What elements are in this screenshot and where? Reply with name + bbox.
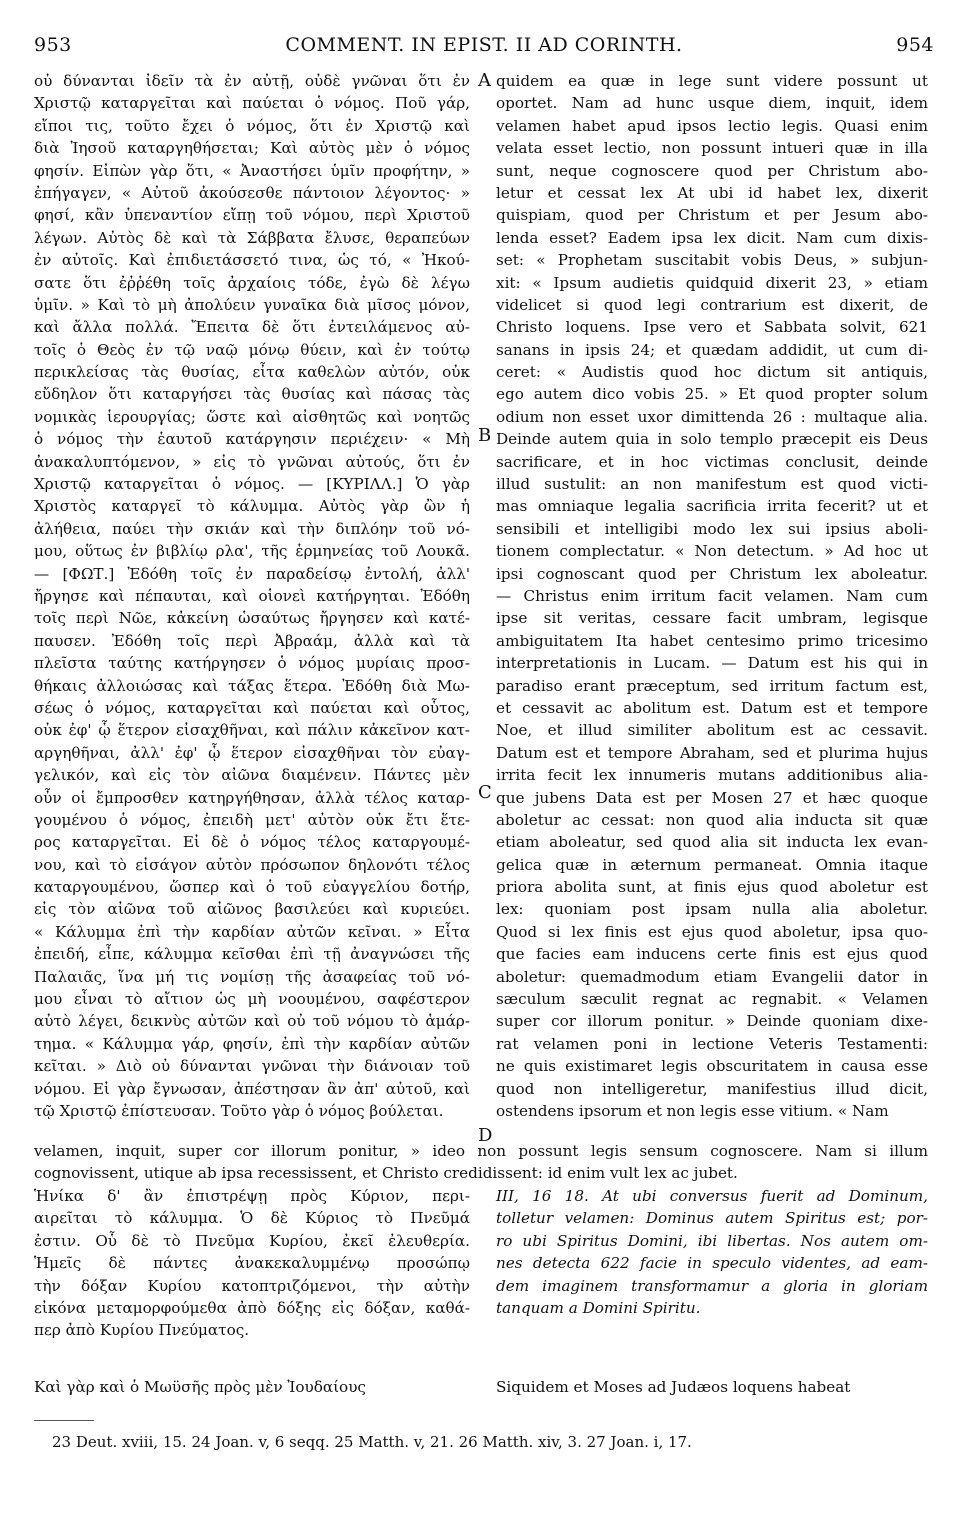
text-line: tolletur velamen: Dominus autem Spiritus est; por- xyxy=(496,1209,928,1228)
text-line: videlicet si quod legi contrarium est dixerit, de xyxy=(496,295,928,314)
text-line: dem imaginem transformamur a gloria in gloriam xyxy=(496,1276,928,1295)
text-line: ἐπήγαγεν, « Αὐτοῦ ἀκούσεσθε πάντοιον λέγοντος· » xyxy=(34,183,470,202)
text-line: ἐστιν. Οὗ δὲ τὸ Πνεῦμα Κυρίου, ἐκεῖ ἐλευθερία. xyxy=(34,1231,470,1250)
text-line: et cessavit ac abolitum est. Datum est et tempore xyxy=(496,698,928,717)
text-line: εἰς τὸν αἰῶνα τοῦ αἰῶνος βασιλεύει καὶ κυριεύει. xyxy=(34,900,470,919)
text-line: τημα. « Κάλυμμα γάρ, φησίν, ἐπὶ τὴν καρδίαν αὐτῶν xyxy=(34,1034,470,1053)
text-line: οὐ δύνανται ἰδεῖν τὰ ἐν αὐτῇ, οὐδὲ γνῶναι ὅτι ἐν xyxy=(34,72,470,90)
text-line: velamen habet apud ipsos lectio legis. Quasi enim xyxy=(496,116,928,135)
text-line: καταργουμένου, ὥσπερ καὶ ὁ τοῦ εὐαγγελίου δοτήρ, xyxy=(34,878,470,897)
greek-column-top xyxy=(34,70,470,1122)
text-line: cognovissent, utique ab ipsa recessissent, et Christo credidissent: id enim vult lex ac jubet. xyxy=(34,1164,738,1183)
text-line: xit: « Ipsum audietis quidquid dixerit 23, » etiam xyxy=(496,273,928,292)
text-line: ipse sit veritas, cessare facit umbram, legisque xyxy=(496,609,928,628)
text-line: ro ubi Spiritus Domini, ibi libertas. Nos autem om- xyxy=(496,1231,928,1250)
text-line: Quod si lex finis est ejus quod aboletur, ipsa quo- xyxy=(496,922,928,941)
text-line: lex: quoniam post ipsam nulla alia aboletur. xyxy=(496,900,928,919)
text-line: φησίν. Εἰπὼν γὰρ ὅτι, « Ἀναστήσει ὑμῖν προφήτην, » xyxy=(34,161,470,180)
latin-column-top xyxy=(496,70,928,1122)
text-line: Χριστῷ καταργεῖται ὁ νόμος. — [ΚΥΡΙΛΛ.] Ὁ γὰρ xyxy=(34,475,470,494)
text-line: σατε ὅτι ἐῤῥέθη τοῖς ἀρχαίοις τόδε, ἐγὼ δὲ λέγω xyxy=(34,273,470,292)
text-line: διὰ Ἰησοῦ καταργηθήσεται; Καὶ αὐτὸς μὲν ὁ νόμος xyxy=(34,139,470,158)
text-line: ambiguitatem Ita habet centesimo primo tricesimo xyxy=(496,631,928,650)
text-line: paradiso erant præceptum, sed irritum factum est, xyxy=(496,676,928,695)
text-line: γελικόν, καὶ εἰς τὸν αἰῶνα διαμένειν. Πάντες μὲν xyxy=(34,766,470,785)
text-line: set: « Prophetam suscitabit vobis Deus, » subjun- xyxy=(496,251,928,270)
text-line: θήκαις ἀλλοιώσας καὶ τάξας ἕτερα. Ἐδόθη διὰ Μω- xyxy=(34,676,470,695)
text-line: λέγων. Αὐτὸς δὲ καὶ τὰ Σάββατα ἔλυσε, θεραπεύων xyxy=(34,228,470,247)
text-line: ostendens ipsorum et non legis esse vitium. « Nam xyxy=(496,1101,889,1120)
text-line: αιρεῖται τὸ κάλυμμα. Ὁ δὲ Κύριος τὸ Πνεῦμά xyxy=(34,1209,470,1228)
text-line: illud sustulit: an non manifestum est quod victi- xyxy=(496,475,928,494)
text-line: velata esset lectio, non possunt intueri quæ in illa xyxy=(496,139,928,158)
text-line: rat velamen poni in lectione Veteris Testamenti: xyxy=(496,1034,928,1053)
text-line: ἐπειδή, εἶπε, κάλυμμα κεῖσθαι ἐπὶ τῇ ἀναγνώσει τῆς xyxy=(34,945,470,964)
text-line: τοῖς ὁ Θεὸς ἐν τῷ ναῷ μόνῳ θύειν, καὶ ἐν τούτῳ xyxy=(34,340,470,359)
text-line: irrita fecit lex innumeris mutans additionibus alia- xyxy=(496,766,928,785)
text-line: Καὶ γὰρ καὶ ὁ Μωϋσῆς πρὸς μὲν Ἰουδαίους xyxy=(34,1378,366,1396)
text-line: μου εἶναι τὸ αἴτιον ὡς μὴ νοουμένου, σαφέστερον xyxy=(34,990,470,1009)
text-line: interpretationis in Lucam. — Datum est his qui in xyxy=(496,654,928,673)
text-line: εἴποι τις, τοῦτο ἔχει ὁ νόμος, ὅτι ἐν Χριστῷ καὶ xyxy=(34,116,470,135)
text-line: μου, οὕτως ἐν βιβλίῳ ρλα', τῆς ἑρμηνείας τοῦ Λουκᾶ. xyxy=(34,542,470,561)
text-line: περ ἀπὸ Κυρίου Πνεύματος. xyxy=(34,1321,250,1340)
text-line: Ἡμεῖς δὲ πάντες ἀνακεκαλυμμένῳ προσώπῳ xyxy=(34,1254,470,1273)
text-line: quidem ea quæ in lege sunt videre possunt ut xyxy=(496,72,928,90)
text-line: τοῖς περὶ Νῶε, κἀκείνη ὡσαύτως ἤργησεν καὶ κατέ- xyxy=(34,609,470,628)
text-line: αὐτὸ λέγει, δεικνὺς αὐτῶν καὶ οὐ τοῦ νόμου τὸ ἁμάρ- xyxy=(34,1012,470,1031)
text-line: priora abolita sunt, at finis ejus quod aboletur est xyxy=(496,878,928,897)
latin-scripture-quote xyxy=(496,1185,928,1319)
text-line: ὑμῖν. » Καὶ τὸ μὴ ἀπολύειν γυναῖκα διὰ μῖσος μόνον, xyxy=(34,295,470,314)
text-line: tanquam a Domini Spiritu. xyxy=(496,1298,701,1317)
text-line: sensibili et intelligibi modo lex sui ipsius aboli- xyxy=(496,519,928,538)
text-line: III, 16 18. At ubi conversus fuerit ad Dominum, xyxy=(496,1187,928,1205)
text-line: αργηθῆναι, ἀλλ' ἐφ' ᾧ ἕτερον εἰσαχθῆναι τὸν εὐαγ- xyxy=(34,743,470,762)
text-line: παυσεν. Ἐδόθη τοῖς περὶ Ἀβραάμ, ἀλλὰ καὶ τὰ xyxy=(34,631,470,650)
text-line: Χριστῷ καταργεῖται καὶ παύεται ὁ νόμος. Ποῦ γάρ, xyxy=(34,94,470,113)
page-number-right: 954 xyxy=(896,34,934,56)
section-marker-a: A xyxy=(478,70,491,91)
text-line: Deinde autem quia in solo templo præcepit eis Deus xyxy=(496,430,928,449)
footnote-divider xyxy=(34,1420,94,1421)
text-line: Ἡνίκα δ' ἂν ἐπιστρέψῃ πρὸς Κύριον, περι- xyxy=(34,1187,470,1205)
text-line: ἀνακαλυπτόμενον, » εἰς τὸ γνῶναι αὐτούς, ὅτι ἐν xyxy=(34,452,470,471)
page-header xyxy=(34,34,934,58)
section-marker-c: C xyxy=(478,782,492,803)
section-marker-b: B xyxy=(478,425,492,446)
text-line: ρος καταργεῖται. Εἰ δὲ ὁ νόμος τέλος καταργουμέ- xyxy=(34,833,470,852)
latin-column-last xyxy=(496,1376,928,1398)
text-line: aboletur: quemadmodum etiam Evangelii dator in xyxy=(496,967,928,986)
text-line: quispiam, quod per Christum et per Jesum abo- xyxy=(496,206,928,225)
text-line: Noe, et illud similiter abolitum est ac cessavit. xyxy=(496,721,928,740)
text-line: aboletur ac cessat: non quod alia inducta sit quæ xyxy=(496,810,928,829)
text-line: ἐν αὐτοῖς. Καὶ ἐπιδιετάσσετό τινα, ὡς τό, « Ἠκού- xyxy=(34,251,470,270)
text-line: que jubens Data est per Mosen 27 et hæc quoque xyxy=(496,788,928,807)
text-line: velamen, inquit, super cor illorum ponitur, » ideo non possunt legis sensum cognoscere. Nam si illum xyxy=(34,1142,928,1160)
text-line: σέως ὁ νόμος, καταργεῖται καὶ παύεται καὶ οὗτος, xyxy=(34,698,470,717)
text-line: sanans in ipsis 24; et quædam addidit, ut cum di- xyxy=(496,340,928,359)
greek-column-last xyxy=(34,1376,470,1398)
text-line: oportet. Nam ad hunc usque diem, inquit, idem xyxy=(496,94,928,113)
text-line: ἀλήθεια, παύει τὴν σκιάν καὶ τὴν διπλόην τοῦ νό- xyxy=(34,519,470,538)
running-title: COMMENT. IN EPIST. II AD CORINTH. xyxy=(285,34,683,56)
footnotes: 23 Deut. xviii, 15. 24 Joan. v, 6 seqq. 25 Matth. v, 21. 26 Matth. xiv, 3. 27 Joan. i, 17. xyxy=(52,1433,692,1451)
text-line: nes detecta 622 facie in speculo videntes, ad eam- xyxy=(496,1254,928,1273)
text-line: Datum est et tempore Abraham, sed et plurima hujus xyxy=(496,743,928,762)
text-line: τῷ Χριστῷ ἐπίστευσαν. Τοῦτο γὰρ ὁ νόμος βούλεται. xyxy=(34,1101,444,1120)
text-line: super cor illorum ponitur. » Deinde quoniam dixe- xyxy=(496,1012,928,1031)
text-line: mas omniaque legalia sacrificia irrita fecerit? ut et xyxy=(496,497,928,516)
text-line: tionem complectatur. « Non detectum. » Ad hoc ut xyxy=(496,542,928,561)
text-line: γουμένου ὁ νόμος, ἐπειδὴ μετ' αὐτὸν οὐκ ἔτι ἕτε- xyxy=(34,810,470,829)
text-line: καὶ ἄλλα πολλά. Ἔπειτα δὲ ὅτι ἐντειλάμενος αὐ- xyxy=(34,318,470,337)
text-line: κεῖται. » Διὸ οὐ δύνανται γνῶναι τὴν διάνοιαν τοῦ xyxy=(34,1057,470,1076)
text-line: οὖν οἱ ἔμπροσθεν κατηργήθησαν, ἀλλὰ τέλος καταρ- xyxy=(34,788,470,807)
text-line: sacrificare, et in hoc victimas conclusit, deinde xyxy=(496,452,928,471)
text-line: εἰκόνα μεταμορφούμεθα ἀπὸ δόξης εἰς δόξαν, καθά- xyxy=(34,1298,470,1317)
text-line: εὔδηλον ὅτι καταργήσει τὰς θυσίας καὶ πάσας τὰς xyxy=(34,385,470,404)
text-line: gelica quæ in æternum permaneat. Omnia itaque xyxy=(496,855,928,874)
text-line: ipsi cognoscant quod per Christum lex aboleatur. xyxy=(496,564,928,583)
text-line: ne quis existimaret legis obscuritatem in causa esse xyxy=(496,1057,928,1076)
text-line: τὴν δόξαν Κυρίου κατοπτριζόμενοι, τὴν αὐτὴν xyxy=(34,1276,470,1295)
text-line: — Christus enim irritum facit velamen. Nam cum xyxy=(496,586,928,605)
text-line: lenda esset? Eadem ipsa lex dicit. Nam cum dixis- xyxy=(496,228,928,247)
text-line: ceret: « Audistis quod hoc dictum sit antiquis, xyxy=(496,363,928,382)
text-line: letur et cessat lex At ubi id habet lex, dixerit xyxy=(496,183,928,202)
text-line: quod non intelligeretur, manifestius illud dicit, xyxy=(496,1079,928,1098)
text-line: Χριστὸς καταργεῖ τὸ κάλυμμα. Αὐτὸς γὰρ ὢν ἡ xyxy=(34,497,470,516)
greek-column-bottom xyxy=(34,1185,470,1342)
text-line: Παλαιᾶς, ἵνα μή τις νομίσῃ τῆς ἀσαφείας τοῦ νό- xyxy=(34,967,470,986)
text-line: Siquidem et Moses ad Judæos loquens habeat xyxy=(496,1378,851,1396)
text-line: περικλείσας τὰς θυσίας, εἶτα καθελὼν αὐτόν, οὐκ xyxy=(34,363,470,382)
text-line: νομικὰς ἱερουργίας; ὥστε καὶ αἰσθητῶς καὶ νοητῶς xyxy=(34,407,470,426)
text-line: ὁ νόμος τὴν ἑαυτοῦ κατάργησιν περιέχειν· « Μὴ xyxy=(34,430,470,449)
full-width-paragraph xyxy=(34,1140,928,1185)
text-line: sunt, neque cognoscere quod per Christum abo- xyxy=(496,161,928,180)
text-line: πλεῖστα ταύτης κατήργησεν ὁ νόμος μυρίαις προσ- xyxy=(34,654,470,673)
text-line: — [ΦΩΤ.] Ἐδόθη τοῖς ἐν παραδείσῳ ἐντολή, ἀλλ' xyxy=(34,564,470,583)
text-line: sæculum sæculit regnat ac regnabit. « Velamen xyxy=(496,990,928,1009)
text-line: Christo loquens. Ipse vero et Sabbata solvit, 621 xyxy=(496,318,928,337)
text-line: odium non esset uxor dimittenda 26 : multaque alia. xyxy=(496,407,928,426)
text-line: etiam aboleatur, sed quod alia sit inducta lex evan- xyxy=(496,833,928,852)
text-line: φησί, κἂν ὑπεναντίον εἴπῃ τοῦ νόμου, περὶ Χριστοῦ xyxy=(34,206,470,225)
section-marker-d: D xyxy=(478,1125,493,1146)
text-line: ἤργησε καὶ πέπαυται, καὶ οἱονεὶ κατήργηται. Ἐδόθη xyxy=(34,586,470,605)
text-line: οὐκ ἐφ' ᾧ ἕτερον εἰσαχθῆναι, καὶ πάλιν κἀκεῖνον κατ- xyxy=(34,721,470,740)
text-line: que facies eam inducens certe finis est ejus quod xyxy=(496,945,928,964)
text-line: « Κάλυμμα ἐπὶ τὴν καρδίαν αὐτῶν κεῖναι. » Εἶτα xyxy=(34,922,470,941)
page-number-left: 953 xyxy=(34,34,72,56)
text-line: νου, καὶ τὸ εἰσάγον αὐτὸν πρόσωπον δηλονότι τέλος xyxy=(34,855,470,874)
text-line: νόμου. Εἰ γὰρ ἔγνωσαν, ἀπέστησαν ἂν ἀπ' αὐτοῦ, καὶ xyxy=(34,1079,470,1098)
text-line: ego autem dico vobis 25. » Et quod propter solum xyxy=(496,385,928,404)
